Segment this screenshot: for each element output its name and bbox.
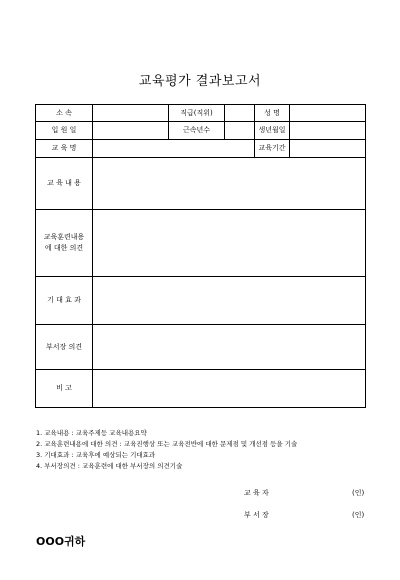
- note-item: 3. 기대효과 : 교육후에 예상되는 기대효과: [36, 451, 156, 459]
- addressee: OOO귀하: [36, 535, 86, 548]
- opinion-label-line2: 에 대한 의견: [44, 244, 84, 252]
- report-form-table: [35, 104, 366, 408]
- opinion-label: [36, 210, 93, 277]
- opinion-field[interactable]: [93, 210, 366, 277]
- position-label: 직급(직위): [169, 105, 225, 122]
- birth-date-field[interactable]: [290, 122, 366, 140]
- form-row-join-date: [36, 122, 366, 140]
- document-title: 교육평가 결과보고서: [138, 74, 262, 89]
- notes-list: [36, 428, 297, 472]
- dept-head-field[interactable]: [93, 325, 366, 370]
- tenure-label: 근속년수: [169, 122, 225, 140]
- form-row-content: [36, 158, 366, 210]
- name-field[interactable]: [290, 105, 366, 122]
- birth-date-label: 생년월일: [255, 122, 290, 140]
- name-label: 성 명: [255, 105, 290, 122]
- tenure-field[interactable]: [225, 122, 255, 140]
- form-row-opinion: [36, 210, 366, 277]
- join-date-field[interactable]: [93, 122, 169, 140]
- effect-label: 기 대 효 과: [36, 277, 93, 325]
- affiliation-label: 소 속: [36, 105, 93, 122]
- opinion-label-line1: 교육훈련내용: [43, 233, 85, 241]
- course-name-field[interactable]: [93, 140, 255, 158]
- effect-field[interactable]: [93, 277, 366, 325]
- form-row-effect: [36, 277, 366, 325]
- form-row-affiliation: [36, 105, 366, 122]
- content-field[interactable]: [93, 158, 366, 210]
- course-name-label: 교 육 명: [36, 140, 93, 158]
- content-label: 교 육 내 용: [36, 158, 93, 210]
- manager-signature-label: 부 서 장: [244, 511, 269, 519]
- course-period-label: 교육기간: [255, 140, 290, 158]
- position-field[interactable]: [225, 105, 255, 122]
- remarks-field[interactable]: [93, 370, 366, 408]
- remarks-label: 비 고: [36, 370, 93, 408]
- note-item: 2. 교육훈련내용에 대한 의견 : 교육진행상 또는 교육전반에 대한 문제점 및 개선점 등을 기술: [36, 440, 298, 448]
- join-date-label: 입 원 일: [36, 122, 93, 140]
- dept-head-label: 부서장 의견: [36, 325, 93, 370]
- trainee-seal[interactable]: (인): [352, 489, 365, 497]
- affiliation-field[interactable]: [93, 105, 169, 122]
- course-period-field[interactable]: [290, 140, 366, 158]
- form-row-dept-head: [36, 325, 366, 370]
- trainee-signature-label: 교 육 자: [244, 489, 269, 497]
- note-item: 4. 부서장의견 : 교육훈련에 대한 부서장의 의견기술: [36, 462, 183, 470]
- form-row-course-name: [36, 140, 366, 158]
- manager-seal[interactable]: (인): [352, 511, 365, 519]
- note-item: 1. 교육내용 : 교육주제등 교육내용요약: [36, 429, 147, 437]
- form-row-remarks: [36, 370, 366, 408]
